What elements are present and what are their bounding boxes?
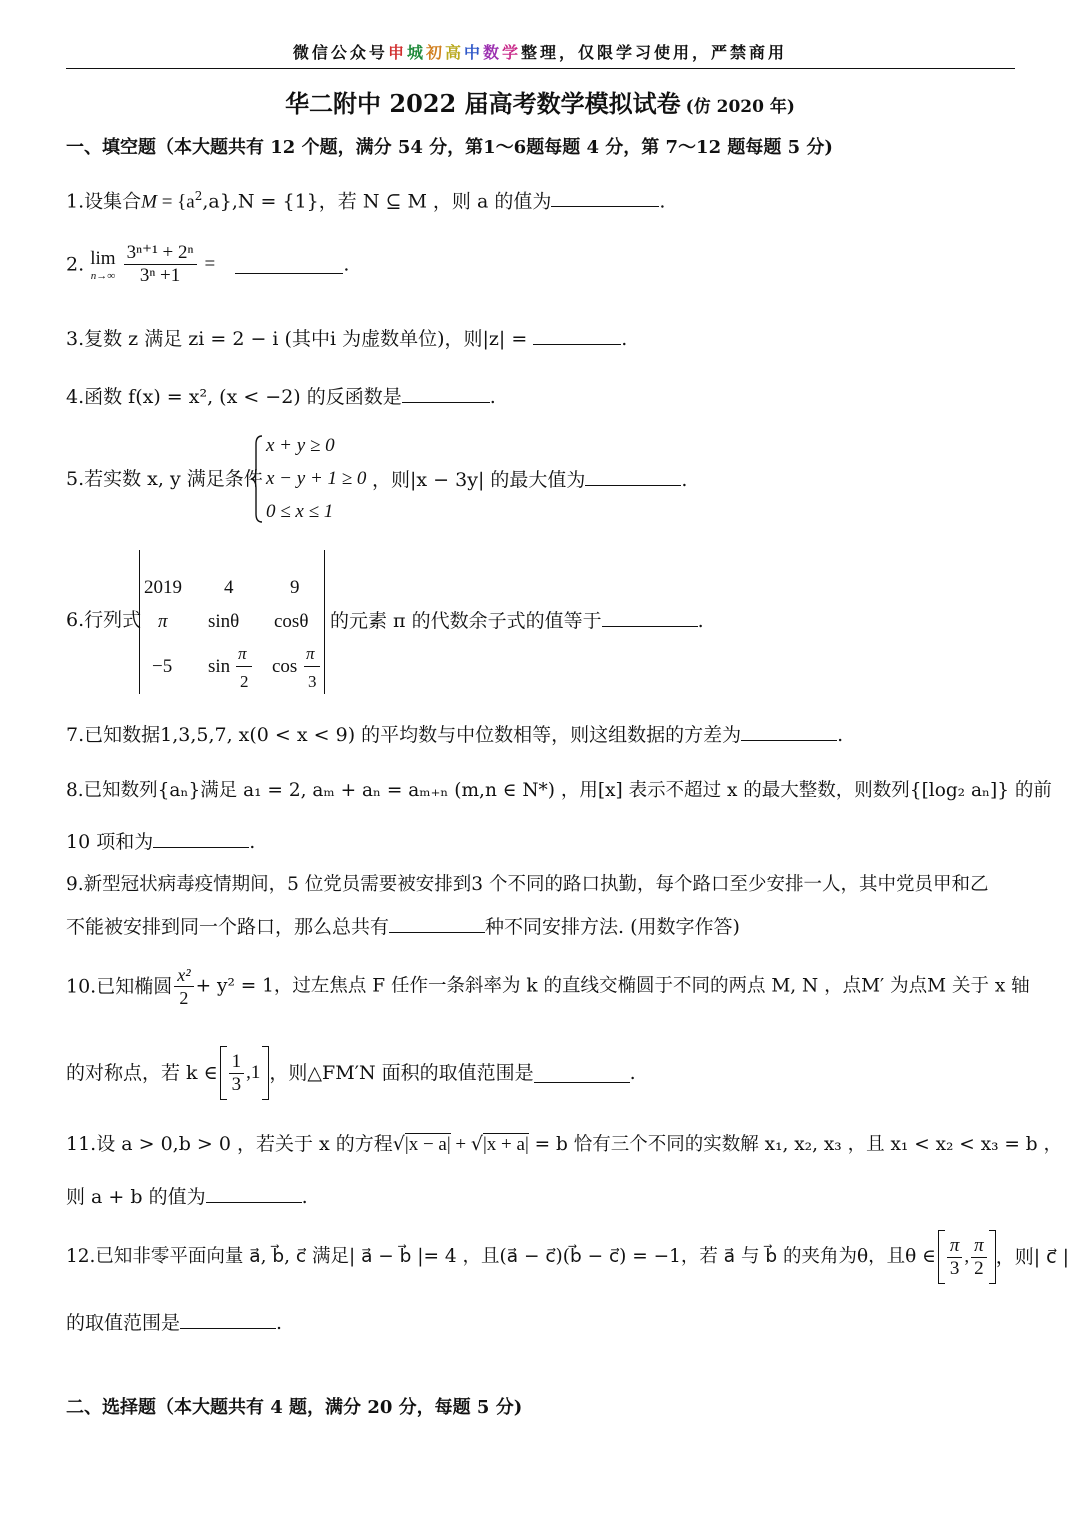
q12-den-1: 3: [949, 1257, 960, 1279]
q12-period: .: [276, 1312, 283, 1334]
question-9: [66, 872, 988, 897]
det-cell: cos: [272, 656, 298, 677]
q8-text-b: 10 项和为: [66, 831, 154, 853]
answer-blank[interactable]: [602, 608, 698, 627]
sqrt-icon: √: [470, 1133, 483, 1155]
page-title: [0, 84, 1080, 119]
q1-exp: 2: [194, 189, 203, 203]
q4-text: 4.函数 f(x) = x², (x < −2) 的反函数是: [66, 386, 402, 408]
header-part: 申: [387, 43, 407, 62]
answer-blank[interactable]: [180, 1310, 276, 1329]
q11-text-a: 11.设 a > 0,b > 0 ，若关于 x 的方程: [66, 1133, 393, 1155]
header-part: 城: [406, 43, 426, 62]
header-rule: [66, 68, 1015, 69]
q5-text-a: 5.若实数 x, y 满足条件: [66, 468, 263, 490]
q6-period: .: [697, 610, 704, 632]
det-cell: sin: [208, 656, 231, 677]
question-7: [66, 722, 843, 747]
section-heading-choice: 二、选择题（本大题共有 4 题，满分 20 分，每题 5 分): [66, 1397, 523, 1418]
q11-text-c: 则 a + b 的值为: [66, 1186, 206, 1208]
q12-fraction-1: [947, 1235, 963, 1280]
q5-period: .: [681, 469, 688, 491]
question-8: [66, 778, 1052, 803]
q5-text-b: [372, 467, 687, 492]
title-main: 华二附中 2022 届高考数学模拟试卷: [285, 89, 681, 118]
answer-blank[interactable]: [402, 384, 490, 403]
answer-blank[interactable]: [585, 467, 681, 486]
q12-pi-1: π: [947, 1235, 963, 1258]
det-cell: 9: [290, 577, 300, 598]
right-bracket-icon: [989, 1230, 996, 1284]
q12-den-2: 2: [974, 1257, 984, 1279]
watermark-header: [0, 40, 1080, 63]
answer-blank[interactable]: [551, 188, 659, 207]
q9-text-b: 不能被安排到同一个路口，那么总共有: [66, 916, 390, 938]
answer-blank[interactable]: [533, 326, 621, 345]
header-part: 初: [425, 43, 445, 62]
det-cell: π: [158, 611, 168, 632]
q7-period: .: [837, 724, 844, 746]
answer-blank[interactable]: [235, 255, 343, 274]
left-bracket-icon: [938, 1230, 945, 1284]
det-cell: cosθ: [274, 611, 309, 632]
answer-blank[interactable]: [534, 1064, 630, 1083]
question-10: [66, 964, 1030, 1009]
question-8-line-2: [66, 829, 255, 854]
fraction-bar: [304, 666, 320, 667]
q3-period: .: [621, 328, 628, 350]
q1-text-e: ,a},N = {1}，若 N ⊆ M ，则 a 的值为: [202, 190, 552, 213]
q10-text-a: 10.已知椭圆: [66, 975, 173, 998]
q1-set-m: M: [141, 191, 157, 213]
q10-text-c: 的对称点，若 k ∈: [66, 1062, 218, 1084]
fraction-bar: [236, 666, 252, 667]
det-cell-den: 2: [240, 672, 249, 691]
det-cell: −5: [152, 656, 173, 677]
question-11: [66, 1132, 1063, 1157]
q10-frac-num: 1: [229, 1051, 245, 1074]
q2-lim-sub: n→∞: [90, 269, 116, 282]
q10-bracket-rest: ,1: [246, 1062, 261, 1083]
question-12-line-2: [66, 1310, 282, 1335]
q12-text-c: 的取值范围是: [66, 1312, 181, 1334]
det-cell: sinθ: [208, 611, 240, 632]
q8-text-a: 8.已知数列{aₙ}满足 a₁ = 2, aₘ + aₙ = aₘ₊ₙ (m,n ∈ N*) ，用[x] 表示不超过 x 的最大整数，则数列{[log₂ aₙ]} 的前: [66, 780, 1052, 801]
answer-blank[interactable]: [153, 829, 249, 848]
q10-bracket-fraction: [229, 1051, 245, 1096]
determinant-right-bar: [324, 550, 325, 694]
q7-text: 7.已知数据1,3,5,7, x(0 < x < 9) 的平均数与中位数相等，则这组数据的方差为: [66, 724, 742, 746]
q4-period: .: [489, 386, 496, 408]
q11-period: .: [301, 1186, 308, 1208]
section-heading-fill: 一、填空题（本大题共有 12 个题，满分 54 分，第1～6题每题 4 分，第 7～12 题每题 5 分): [66, 137, 833, 158]
left-brace-icon: [250, 434, 264, 524]
q10-text-e: ，则△FM′N 面积的取值范围是: [269, 1062, 534, 1084]
header-part: 中: [464, 43, 484, 62]
q10-fraction: [174, 964, 193, 1009]
q10-text-b: + y² = 1，过左焦点 F 任作一条斜率为 k 的直线交椭圆于不同的两点 M, N ，点M′ 为点M 关于 x 轴: [195, 975, 1030, 997]
q6-text-a: 6.行列式: [66, 609, 142, 631]
q12-fraction-2: [971, 1235, 987, 1280]
header-part: 微信公众号: [292, 43, 388, 62]
q2-lim: lim: [90, 247, 116, 269]
answer-blank[interactable]: [389, 914, 485, 933]
q9-text-c: 种不同安排方法. (用数字作答): [485, 916, 740, 938]
header-part: 数: [483, 43, 503, 62]
q5-text-b-inner: ，则|x − 3y| 的最大值为: [372, 469, 586, 491]
det-cell: 4: [224, 577, 234, 598]
q2-denominator: 3ⁿ +1: [139, 265, 181, 286]
q8-period: .: [249, 831, 256, 853]
header-part: 学: [502, 43, 522, 62]
q1-text-c: = {a: [156, 191, 195, 213]
answer-blank[interactable]: [206, 1184, 302, 1203]
q3-text: 3.复数 z 满足 zi = 2 − i (其中i 为虚数单位)，则|z| =: [66, 328, 528, 350]
question-2: [66, 242, 349, 287]
question-10-line-2: [66, 1046, 636, 1100]
header-part: 高: [444, 43, 464, 62]
q2-period: .: [343, 253, 350, 276]
q9-text-a: 9.新型冠状病毒疫情期间，5 位党员需要被安排到3 个不同的路口执勤，每个路口至少安排一人，其中党员甲和乙: [66, 874, 989, 895]
q1-period: .: [659, 190, 666, 213]
q5-cond-1: x + y ≥ 0: [266, 435, 335, 456]
question-4: [66, 384, 496, 409]
determinant-left-bar: [139, 550, 140, 694]
q2-eq: =: [204, 253, 216, 275]
det-cell-pi: π: [238, 644, 247, 663]
q12-text-a: 12.已知非零平面向量 a⃗, b⃗, c⃗ 满足| a⃗ − b⃗ |= 4 ，且(a⃗ − c⃗)(b⃗ − c⃗) = −1，若 a⃗ 与 b⃗ 的夹角为θ，且θ ∈: [66, 1246, 936, 1267]
q5-cond-2: x − y + 1 ≥ 0: [266, 468, 367, 489]
title-sub: (仿 2020 年): [685, 97, 795, 117]
q11-radicand-2: |x + a|: [483, 1134, 529, 1155]
q6-text-b: [330, 608, 704, 633]
q10-denominator: 2: [179, 988, 189, 1008]
q12-pi-2: π: [971, 1235, 987, 1258]
q2-num-label: 2.: [66, 253, 85, 276]
q11-radicand-1: |x − a|: [404, 1134, 451, 1155]
q6-text-b-inner: 的元素 π 的代数余子式的值等于: [330, 610, 602, 632]
left-bracket-icon: [220, 1046, 227, 1100]
q12-text-b: ，则| c⃗ |: [995, 1246, 1070, 1268]
answer-blank[interactable]: [741, 722, 837, 741]
det-cell-pi: π: [306, 644, 315, 663]
question-3: [66, 326, 627, 351]
question-11-line-2: [66, 1184, 308, 1209]
det-cell: 2019: [144, 577, 182, 598]
q11-text-b: = b 恰有三个不同的实数解 x₁, x₂, x₃ ，且 x₁ < x₂ < x₃ = b ，: [528, 1134, 1063, 1155]
q2-numerator: 3ⁿ⁺¹ + 2ⁿ: [124, 242, 197, 265]
sqrt-icon: √: [392, 1133, 405, 1155]
q2-fraction: [124, 242, 197, 287]
q10-period: .: [629, 1062, 636, 1084]
header-part: 整理，仅限学习使用，严禁商用: [521, 43, 788, 62]
question-12: [66, 1230, 1070, 1284]
q1-text-a: 1.设集合: [66, 190, 142, 213]
det-cell-den: 3: [308, 672, 317, 691]
q5-cond-3: 0 ≤ x ≤ 1: [266, 501, 334, 522]
q10-numerator: x²: [174, 964, 193, 987]
question-1: [66, 184, 665, 214]
q11-plus: +: [450, 1134, 471, 1155]
q12-comma: ,: [964, 1246, 970, 1267]
question-9-line-2: [66, 914, 740, 939]
q10-frac-den: 3: [231, 1073, 242, 1095]
